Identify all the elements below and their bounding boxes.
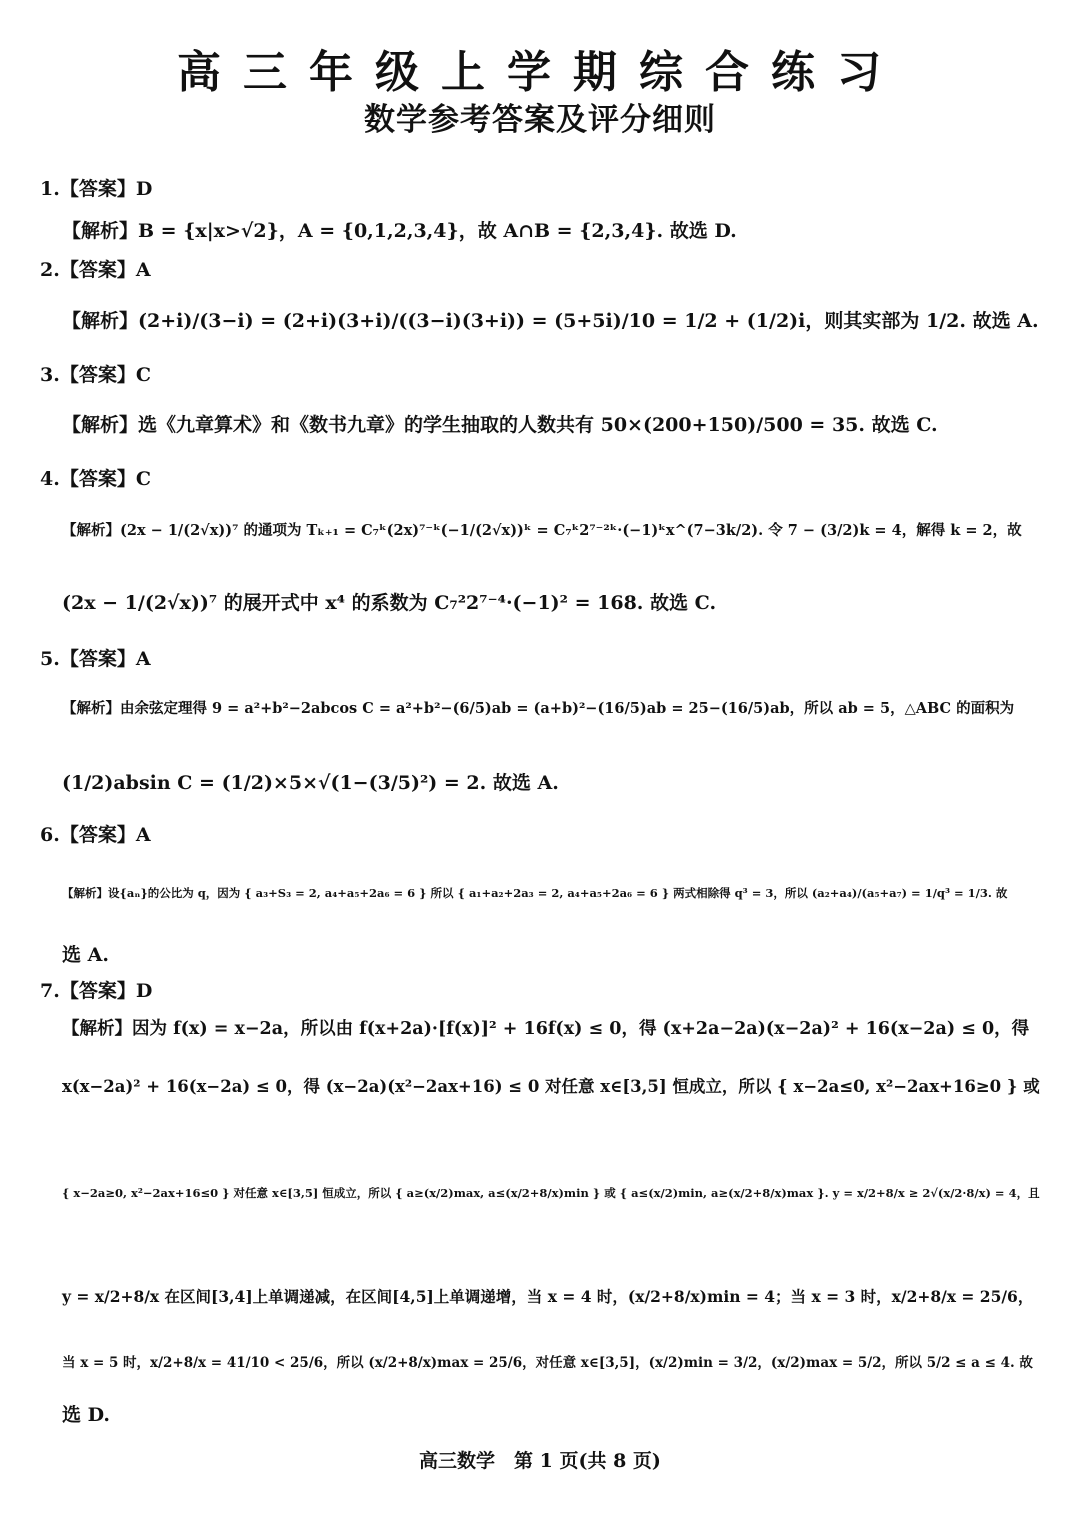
q7-explanation-cont-5: 选 D. <box>62 1404 111 1426</box>
q4-explanation-cont: (2x − 1/(2√x))⁷ 的展开式中 x⁴ 的系数为 C₇²2⁷⁻⁴·(−1)² = 168. 故选 C. <box>62 592 717 614</box>
q5-answer: 5.【答案】A <box>40 648 151 670</box>
page-footer: 高三数学 第 1 页(共 8 页) <box>419 1450 661 1472</box>
page-subtitle: 数学参考答案及评分细则 <box>364 102 716 138</box>
q7-explanation-cont-3: y = x/2+8/x 在区间[3,4]上单调递减，在区间[4,5]上单调递增，当 x = 4 时，(x/2+8/x)min = 4；当 x = 3 时，x/2+8/x = 25/6， <box>62 1287 1034 1306</box>
q3-explanation: 【解析】选《九章算术》和《数书九章》的学生抽取的人数共有 50×(200+150)/500 = 35. 故选 C. <box>62 414 938 436</box>
q7-explanation-cont-2: { x−2a≥0, x²−2ax+16≤0 } 对任意 x∈[3,5] 恒成立，所以 { a≥(x/2)max, a≤(x/2+8/x)min } 或 { a≤(x/2)min, a≥(x/2+8/x)max }. y = x/2+8/x ≥ 2√(x/2·8/x) = 4，且 <box>62 1186 1040 1200</box>
q3-answer: 3.【答案】C <box>40 364 151 386</box>
q6-explanation-cont: 选 A. <box>62 944 109 966</box>
q6-answer: 6.【答案】A <box>40 824 151 846</box>
q6-explanation: 【解析】设{aₙ}的公比为 q，因为 { a₃+S₃ = 2, a₄+a₅+2a₆ = 6 } 所以 { a₁+a₂+2a₃ = 2, a₄+a₅+2a₆ = 6 } 两式相除得 q³ = 3，所以 (a₂+a₄)/(a₅+a₇) = 1/q³ = 1/3. 故 <box>62 886 1008 900</box>
q5-explanation-cont: (1/2)absin C = (1/2)×5×√(1−(3/5)²) = 2. 故选 A. <box>62 772 559 794</box>
q7-explanation-cont-4: 当 x = 5 时，x/2+8/x = 41/10 < 25/6，所以 (x/2+8/x)max = 25/6，对任意 x∈[3,5]，(x/2)min = 3/2，(x/2)max = 5/2，所以 5/2 ≤ a ≤ 4. 故 <box>62 1355 1033 1371</box>
q7-explanation-cont-1: x(x−2a)² + 16(x−2a) ≤ 0，得 (x−2a)(x²−2ax+16) ≤ 0 对任意 x∈[3,5] 恒成立，所以 { x−2a≤0, x²−2ax+16≥0 } 或 <box>62 1077 1040 1096</box>
q7-explanation: 【解析】因为 f(x) = x−2a，所以由 f(x+2a)·[f(x)]² + 16f(x) ≤ 0，得 (x+2a−2a)(x−2a)² + 16(x−2a) ≤ 0，得 <box>62 1019 1030 1039</box>
page-title: 高三年级上学期综合练习 <box>177 47 903 98</box>
q2-answer: 2.【答案】A <box>40 259 151 281</box>
q5-explanation: 【解析】由余弦定理得 9 = a²+b²−2abcos C = a²+b²−(6/5)ab = (a+b)²−(16/5)ab = 25−(16/5)ab，所以 ab = 5，△ABC 的面积为 <box>62 700 1015 717</box>
q2-explanation: 【解析】(2+i)/(3−i) = (2+i)(3+i)/((3−i)(3+i)) = (5+5i)/10 = 1/2 + (1/2)i，则其实部为 1/2. 故选 A. <box>62 310 1039 332</box>
q4-explanation: 【解析】(2x − 1/(2√x))⁷ 的通项为 Tₖ₊₁ = C₇ᵏ(2x)⁷⁻ᵏ(−1/(2√x))ᵏ = C₇ᵏ2⁷⁻²ᵏ·(−1)ᵏx^(7−3k/2). 令 7 − (3/2)k = 4，解得 k = 2，故 <box>62 522 1022 539</box>
q4-answer: 4.【答案】C <box>40 468 151 490</box>
q7-answer: 7.【答案】D <box>40 980 153 1002</box>
q1-answer: 1.【答案】D <box>40 178 153 200</box>
q1-explanation: 【解析】B = {x|x>√2}，A = {0,1,2,3,4}，故 A∩B = {2,3,4}. 故选 D. <box>62 220 737 242</box>
